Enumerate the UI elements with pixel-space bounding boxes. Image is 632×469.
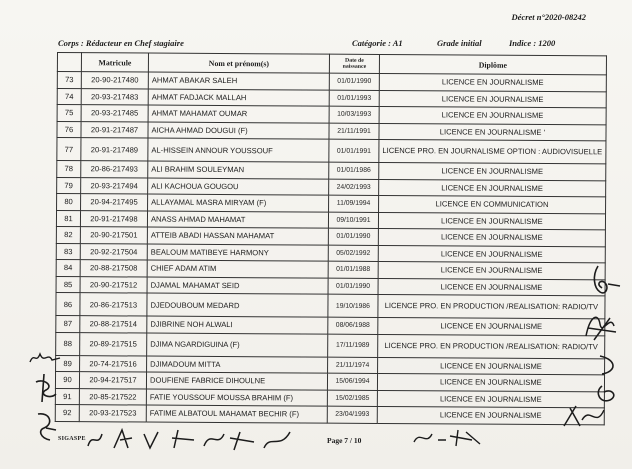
row-matricule: 20-93-217483: [81, 88, 148, 105]
row-number: 78: [57, 161, 81, 178]
row-number: 91: [55, 388, 79, 405]
indice-label: Indice : 1200: [509, 38, 556, 48]
row-matricule: 20-94-217517: [79, 372, 146, 389]
row-name: BEALOUM MATIBEYE HARMONY: [147, 244, 328, 262]
row-dob: 01/01/1990: [328, 278, 378, 295]
row-matricule: 20-93-217523: [79, 405, 146, 422]
column-header-matricule: Matricule: [81, 53, 148, 72]
row-number: 73: [57, 72, 81, 89]
row-dob: 15/02/1985: [327, 390, 377, 407]
row-number: 76: [57, 121, 81, 138]
row-diplome: LICENCE EN JOURNALISME: [378, 245, 605, 263]
row-dob: 17/11/1989: [328, 334, 378, 357]
roster-table: [55, 52, 607, 425]
column-header-diplome: Diplôme: [379, 54, 606, 74]
column-header-no: [57, 53, 81, 72]
table-row: [57, 138, 606, 164]
handwritten-initials-right-2: [580, 306, 620, 346]
row-number: 85: [56, 276, 80, 293]
table-row: [56, 292, 605, 318]
row-dob: 21/11/1974: [328, 357, 378, 374]
category-label: Catégorie : A1: [352, 38, 403, 48]
row-diplome: LICENCE EN JOURNALISME: [377, 406, 604, 424]
row-name: ALI BRAHIM SOULEYMAN: [148, 161, 329, 179]
row-name: CHIEF ADAM ATIM: [147, 260, 328, 278]
handwritten-initials-left-1: [28, 348, 62, 366]
row-dob: 19/10/1986: [328, 294, 378, 317]
row-name: DJIMA NGARDIGUINA (F): [147, 333, 328, 357]
row-matricule: 20-88-217514: [80, 316, 147, 333]
row-name: DJIBRINE NOH ALWALI: [147, 316, 328, 334]
row-name: ANASS AHMAD MAHAMAT: [147, 211, 328, 229]
row-dob: 21/11/1991: [329, 123, 379, 140]
row-number: 81: [56, 210, 80, 227]
row-name: DJEDOUBOUM MEDARD: [147, 293, 328, 317]
row-matricule: 20-91-217489: [81, 138, 148, 161]
row-number: 74: [57, 88, 81, 105]
row-matricule: 20-89-217515: [80, 332, 147, 355]
row-name: ALLAYAMAL MASRA MIRYAM (F): [148, 194, 329, 212]
row-matricule: 20-90-217501: [80, 227, 147, 244]
row-dob: 23/04/1993: [327, 406, 377, 423]
row-name: AHMAT MAHAMAT OUMAR: [148, 105, 329, 123]
handwritten-initials-footer-right: [410, 426, 490, 448]
page-number: Page 7 / 10: [327, 436, 362, 445]
row-matricule: 20-91-217487: [81, 121, 148, 138]
row-number: 82: [56, 226, 80, 243]
row-matricule: 20-88-217508: [80, 260, 147, 277]
column-header-nom: Nom et prénom(s): [148, 53, 329, 73]
row-matricule: 20-92-217504: [80, 243, 147, 260]
row-matricule: 20-90-217512: [80, 276, 147, 293]
row-dob: 15/06/1994: [327, 373, 377, 390]
column-header-dob: Date de naissance: [329, 54, 379, 73]
row-name: FATIE YOUSSOUF MOUSSA BRAHIM (F): [146, 389, 327, 407]
corps-label: Corps : Rédacteur en Chef stagiaire: [58, 38, 184, 48]
row-number: 77: [57, 138, 81, 161]
row-name: ATTEIB ABADI HASSAN MAHAMAT: [147, 227, 328, 245]
row-diplome: LICENCE EN JOURNALISME: [378, 357, 605, 375]
row-matricule: 20-85-217522: [79, 388, 146, 405]
row-number: 80: [57, 194, 81, 211]
row-matricule: 20-90-217480: [81, 72, 148, 89]
row-diplome: LICENCE EN JOURNALISME: [378, 317, 605, 335]
row-diplome: LICENCE EN JOURNALISME ': [379, 123, 606, 141]
row-matricule: 20-86-217513: [80, 293, 147, 316]
decree-number: Décret n°2020-08242: [511, 12, 586, 22]
table-row: [56, 332, 605, 358]
row-name: AHMAT ABAKAR SALEH: [148, 72, 329, 90]
row-dob: 01/01/1993: [329, 90, 379, 107]
row-diplome: LICENCE EN JOURNALISME: [379, 90, 606, 108]
row-dob: 05/02/1992: [328, 245, 378, 262]
row-dob: 08/06/1988: [328, 317, 378, 334]
footer-sigle: SIGASPE: [58, 436, 86, 442]
row-name: DOUFIENE FABRICE DIHOULNE: [146, 372, 327, 390]
row-dob: 01/01/1986: [329, 162, 379, 179]
row-name: ALI KACHOUA GOUGOU: [148, 178, 329, 196]
row-diplome: LICENCE EN JOURNALISME: [377, 373, 604, 391]
row-name: AHMAT FADJACK MALLAH: [148, 89, 329, 107]
row-number: 88: [56, 332, 80, 355]
row-matricule: 20-91-217498: [80, 210, 147, 227]
table-row: [55, 404, 604, 424]
row-diplome: LICENCE EN JOURNALISME: [378, 261, 605, 279]
row-diplome: LICENCE EN JOURNALISME: [377, 390, 604, 408]
row-dob: 01/01/1988: [328, 261, 378, 278]
row-dob: 10/03/1993: [329, 106, 379, 123]
row-diplome: LICENCE PRO. EN PRODUCTION /REALISATION: RADIO/TV: [378, 334, 605, 358]
row-matricule: 20-93-217485: [81, 105, 148, 122]
handwritten-initials-right-1: [588, 262, 624, 300]
row-diplome: LICENCE EN JOURNALISME: [379, 106, 606, 124]
row-diplome: LICENCE EN JOURNALISME: [379, 73, 606, 91]
handwritten-initials-right-4: [560, 400, 610, 430]
row-diplome: LICENCE EN JOURNALISME: [379, 179, 606, 197]
row-number: 90: [55, 371, 79, 388]
handwritten-initials-left-3: [34, 410, 58, 444]
row-diplome: LICENCE EN JOURNALISME: [379, 162, 606, 180]
row-diplome: LICENCE PRO. EN PRODUCTION /REALISATION: RADIO/TV: [378, 294, 605, 318]
row-name: DJIMADOUM MITTA: [147, 356, 328, 374]
row-dob: 01/01/1990: [329, 73, 379, 90]
row-matricule: 20-86-217493: [81, 161, 148, 178]
row-name: AICHA AHMAD DOUGUI (F): [148, 122, 329, 140]
row-dob: 09/10/1991: [328, 212, 378, 229]
row-number: 86: [56, 292, 80, 315]
row-name: AL-HISSEIN ANNOUR YOUSSOUF: [148, 138, 329, 162]
row-number: 79: [57, 177, 81, 194]
handwritten-initials-left-2: [32, 372, 58, 406]
row-matricule: 20-94-217495: [81, 194, 148, 211]
row-diplome: LICENCE EN COMMUNICATION: [379, 195, 606, 213]
row-number: 92: [55, 404, 79, 421]
row-dob: 01/01/1991: [329, 139, 379, 162]
grade-label: Grade initial: [437, 38, 482, 48]
row-name: FATIME ALBATOUL MAHAMAT BECHIR (F): [146, 405, 327, 423]
row-number: 83: [56, 243, 80, 260]
row-number: 87: [56, 315, 80, 332]
row-diplome: LICENCE EN JOURNALISME: [378, 278, 605, 296]
handwritten-signatures-footer: [84, 426, 304, 452]
row-number: 75: [57, 105, 81, 122]
row-dob: 11/09/1994: [329, 195, 379, 212]
row-dob: 01/01/1990: [328, 228, 378, 245]
row-diplome: LICENCE EN JOURNALISME: [378, 212, 605, 230]
row-number: 84: [56, 259, 80, 276]
row-matricule: 20-74-217516: [80, 355, 147, 372]
row-diplome: LICENCE EN JOURNALISME: [378, 228, 605, 246]
row-name: DJAMAL MAHAMAT SEID: [147, 277, 328, 295]
row-dob: 24/02/1993: [329, 179, 379, 196]
row-matricule: 20-93-217494: [81, 177, 148, 194]
row-number: 89: [56, 355, 80, 372]
row-diplome: LICENCE PRO. EN JOURNALISME OPTION : AUDIOVISUELLE: [379, 139, 606, 163]
